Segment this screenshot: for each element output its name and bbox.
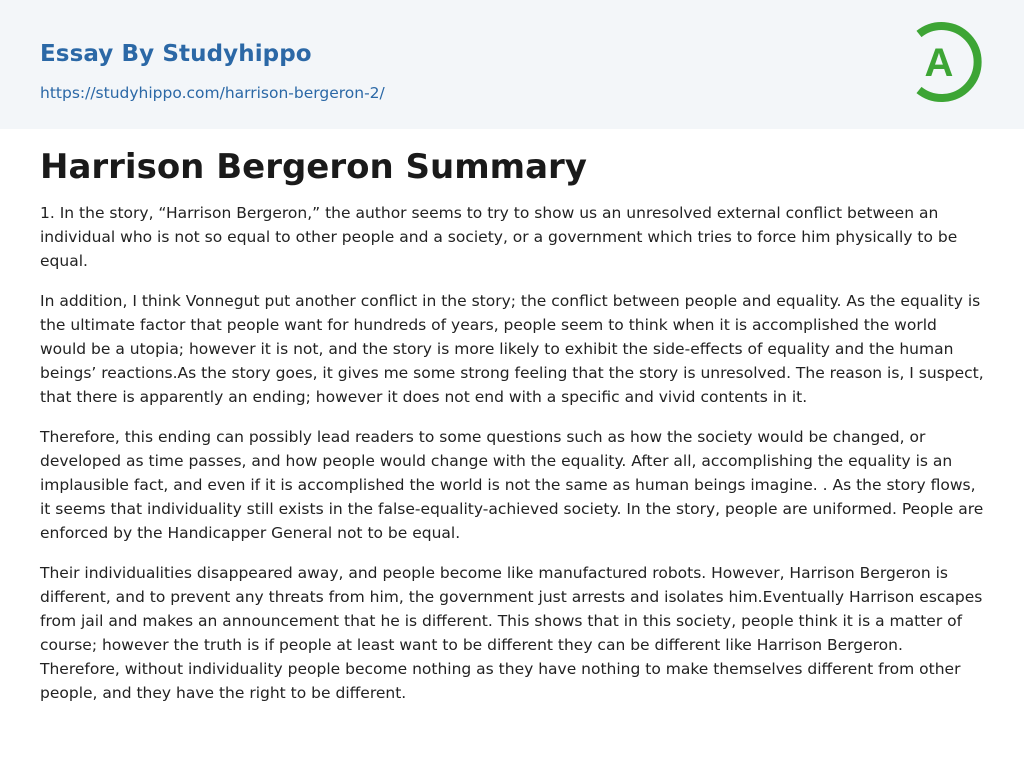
essay-paragraph: Therefore, this ending can possibly lead readers to some questions such as how the society would be changed, or developed as time passes, and how people would change with the equality. After all, accomplishing the equality is an implausible fact, and even if it is accomplished the world is not the same as human beings imagine. . As the story flows, it seems that individuality still exists in the false-equality-achieved society. In the story, people are uniformed. People are enforced by the Handicapper General not to be equal. bbox=[40, 428, 984, 542]
essay-paragraph: Their individualities disappeared away, and people become like manufactured robots. However, Harrison Bergeron is different, and to prevent any threats from him, the government just arrests and isolates him.Eventually Harrison escapes from jail and makes an announcement that he is different. This shows that in this society, people think it is a matter of course; however the truth is if people at least want to be different they can be different like Harrison Bergeron. Therefore, without individuality people become nothing as they have nothing to make themselves different from other people, and they have the right to be different. bbox=[40, 564, 983, 702]
essay-paragraph: 1. In the story, “Harrison Bergeron,” the author seems to try to show us an unresolved external conflict between an individual who is not so equal to other people and a society, or a government which tries to force him physically to be equal. bbox=[40, 204, 958, 270]
essay-title: Harrison Bergeron Summary bbox=[40, 147, 587, 187]
essay-content bbox=[40, 143, 986, 721]
site-header bbox=[0, 0, 1024, 129]
logo-letter: A bbox=[924, 41, 954, 85]
source-url-link[interactable]: https://studyhippo.com/harrison-bergeron-2/ bbox=[40, 84, 385, 102]
essay-paragraph: In addition, I think Vonnegut put another conflict in the story; the conflict between people and equality. As the equality is the ultimate factor that people want for hundreds of years, people seem to think when it is accomplished the world would be a utopia; however it is not, and the story is more likely to exhibit the side-effects of equality and the human beings’ reactions.As the story goes, it gives me some strong feeling that the story is unresolved. The reason is, I suspect, that there is apparently an ending; however it does not end with a specific and vivid contents in it. bbox=[40, 292, 984, 406]
site-label: Essay By Studyhippo bbox=[40, 41, 312, 67]
studyhippo-logo-icon bbox=[912, 18, 988, 106]
